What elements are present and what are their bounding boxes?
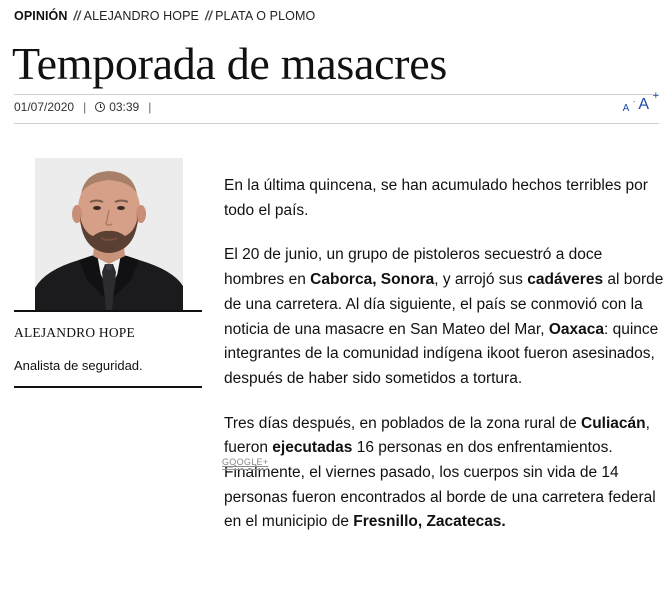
meta-divider-top xyxy=(14,94,659,95)
breadcrumb-separator: // xyxy=(204,9,213,23)
text-segment: 16 personas en dos enfrentamientos. Finalmente, el viernes pasado, los cuerpos sin vida de 14 personas fueron encontrados al borde de una carretera federal en el municipio de xyxy=(224,439,656,531)
meta-separator: | xyxy=(83,100,87,114)
increase-font-label: A xyxy=(638,96,649,113)
author-photo xyxy=(35,158,183,310)
increase-font-button[interactable] xyxy=(638,90,659,114)
decrease-font-label: A xyxy=(622,103,630,114)
bold-place: Caborca, Sonora xyxy=(310,271,435,289)
breadcrumb-section-link[interactable]: OPINIÓN xyxy=(14,9,68,23)
text-segment: : quince integrantes de la comunidad indígena ikoot fueron asesinados, después de haber sido sometidos a tortura. xyxy=(224,320,659,387)
article-meta xyxy=(14,100,160,114)
clock-icon xyxy=(95,102,105,112)
google-plus-share-link[interactable]: GOOGLE+ xyxy=(222,457,268,470)
bold-term: cadáveres xyxy=(527,271,604,289)
article-date: 01/07/2020 xyxy=(14,100,75,114)
article-time: 03:39 xyxy=(109,100,140,114)
breadcrumb-separator: // xyxy=(73,9,81,23)
breadcrumb-column-link[interactable]: PLATA O PLOMO xyxy=(215,9,316,23)
plus-sign: + xyxy=(652,90,659,102)
meta-separator: | xyxy=(148,100,152,114)
author-role: Analista de seguridad. xyxy=(14,358,143,373)
bold-place: Culiacán xyxy=(581,414,646,432)
paragraph-2 xyxy=(224,243,664,391)
author-portrait-image xyxy=(35,158,183,310)
paragraph-3 xyxy=(224,412,664,536)
text-segment: El 20 de junio, un grupo de pistoleros secuestró a doce hombres en xyxy=(224,246,603,289)
author-divider-bottom xyxy=(14,386,202,388)
meta-divider-bottom xyxy=(14,123,659,124)
minus-sign: - xyxy=(632,99,636,106)
author-divider-top xyxy=(14,310,202,312)
bold-place: Oaxaca xyxy=(548,320,604,338)
text-segment: Tres días después, en poblados de la zona rural de xyxy=(224,414,582,432)
breadcrumb-author-link[interactable]: ALEJANDRO HOPE xyxy=(83,9,199,23)
breadcrumb xyxy=(14,9,315,23)
text-segment: , fueron xyxy=(224,414,650,457)
author-name[interactable]: ALEJANDRO HOPE xyxy=(14,325,135,340)
text-segment: al borde de una carretera. Al día siguiente, el país se conmovió con la noticia de una masacre en San Mateo del Mar, xyxy=(224,271,664,338)
bold-term: ejecutadas xyxy=(272,439,353,457)
text-segment: , y arrojó sus xyxy=(434,271,528,289)
bold-place: Fresnillo, Zacatecas. xyxy=(353,513,506,531)
article-title: Temporada de masacres xyxy=(12,38,447,89)
decrease-font-button[interactable] xyxy=(622,99,636,114)
font-size-controls xyxy=(622,90,659,114)
article-body xyxy=(224,174,664,555)
paragraph-1: En la última quincena, se han acumulado hechos terribles por todo el país. xyxy=(224,177,648,219)
